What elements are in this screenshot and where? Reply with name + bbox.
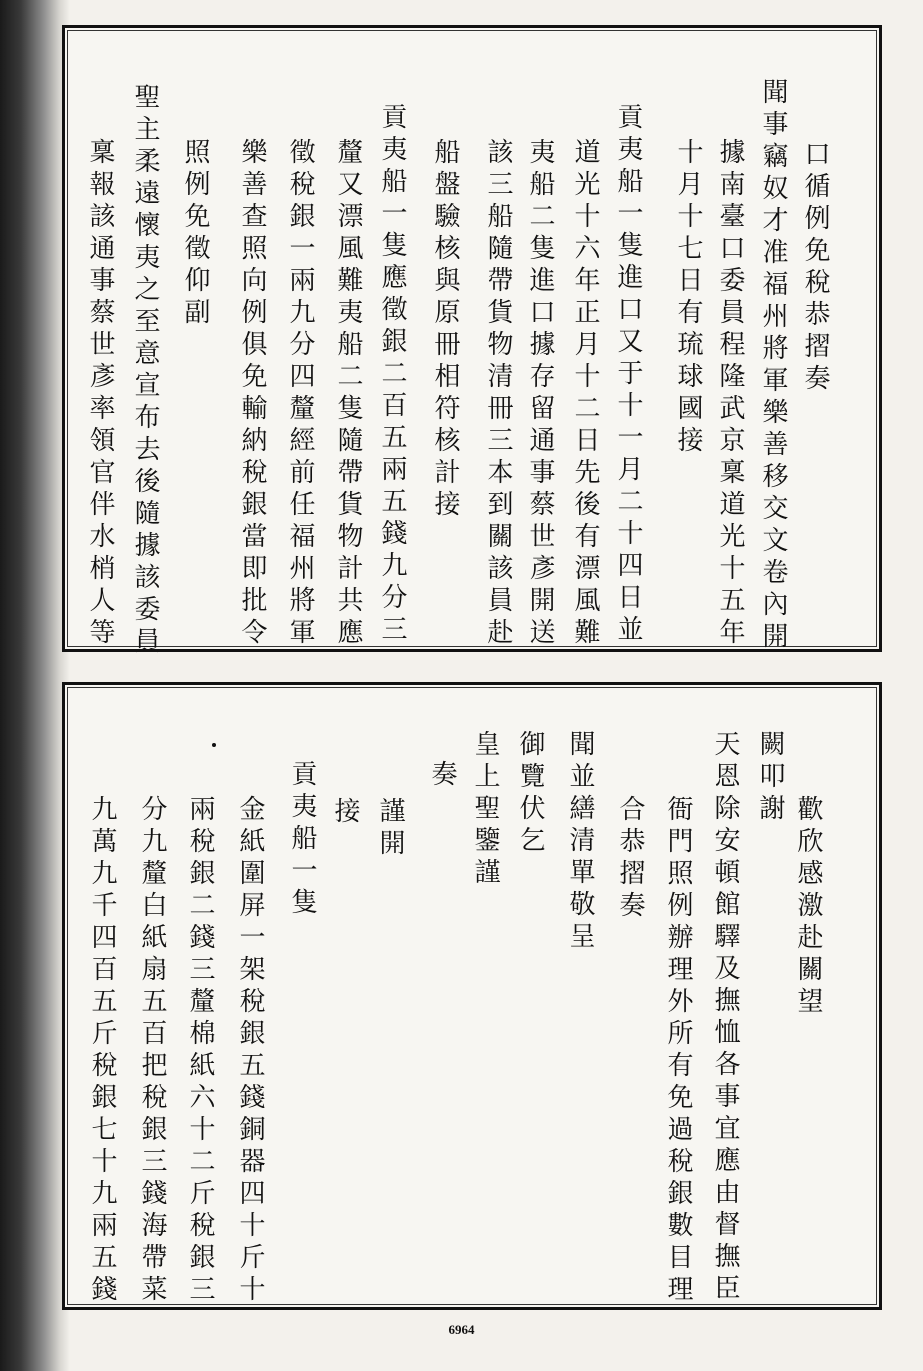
- text-column: 徵稅銀一兩九分四釐經前任福州將軍: [285, 138, 315, 650]
- page-number: 6964: [448, 1322, 475, 1337]
- text-column: 皇上聖鑒謹: [470, 730, 500, 890]
- ink-dot: [212, 743, 216, 747]
- text-column: 貢夷船一隻應徵銀二百五兩五錢九分三: [377, 103, 407, 647]
- text-column: 闕叩謝: [755, 730, 785, 826]
- text-column: 天恩除安頓館驛及撫恤各事宜應由督撫臣: [710, 730, 740, 1306]
- text-column: 兩稅銀二錢三釐棉紙六十二斤稅銀三: [185, 795, 215, 1307]
- text-column: 釐又漂風難夷船二隻隨帶貨物計共應: [333, 138, 363, 650]
- text-column: 該三船隨帶貨物清冊三本到關該員赴: [483, 138, 513, 650]
- book-binding-shadow: [0, 0, 70, 1371]
- text-column: 稟報該通事蔡世彥率領官伴水梢人等: [85, 138, 115, 650]
- text-column: 衙門照例辦理外所有免過稅銀數目理: [663, 795, 693, 1307]
- text-column: 照例免徵仰副: [180, 138, 210, 330]
- text-column: 據南臺口委員程隆武京稟道光十五年: [715, 138, 745, 650]
- text-column: 貢夷船一隻進口又于十一月二十四日並: [613, 103, 643, 647]
- text-column: 樂善查照向例俱免輸納稅銀當即批令: [237, 138, 267, 650]
- text-column: 貢夷船一隻: [287, 760, 317, 920]
- text-column: 御覽伏乞: [515, 730, 545, 858]
- text-column: 聞並繕清單敬呈: [565, 730, 595, 954]
- text-column: 謹開: [375, 797, 405, 861]
- document-frame-top: [62, 25, 882, 659]
- text-column: 歡欣感激赴關望: [793, 795, 823, 1019]
- text-column: 夷船二隻進口據存留通事蔡世彥開送: [525, 138, 555, 650]
- text-column: 奏: [427, 760, 457, 792]
- text-column: 金紙圍屏一架稅銀五錢銅器四十斤十: [235, 795, 265, 1307]
- document-frame-bottom: [62, 682, 882, 1310]
- text-column: 合恭摺奏: [615, 795, 645, 923]
- text-column: 分九釐白紙扇五百把稅銀三錢海帶菜: [137, 795, 167, 1307]
- text-column: 聖主柔遠懷夷之至意宣布去後隨據該委員: [130, 83, 160, 659]
- text-column: 聞事竊奴才准福州將軍樂善移交文卷內開: [758, 78, 788, 654]
- text-column: 十月十七日有琉球國接: [673, 138, 703, 458]
- text-column: 道光十六年正月十二日先後有漂風難: [570, 138, 600, 650]
- text-column: 口循例免稅恭摺奏: [800, 140, 830, 396]
- text-column: 九萬九千四百五斤稅銀七十九兩五錢: [87, 795, 117, 1307]
- text-column: 接: [330, 797, 360, 829]
- text-column: 船盤驗核與原冊相符核計接: [430, 138, 460, 522]
